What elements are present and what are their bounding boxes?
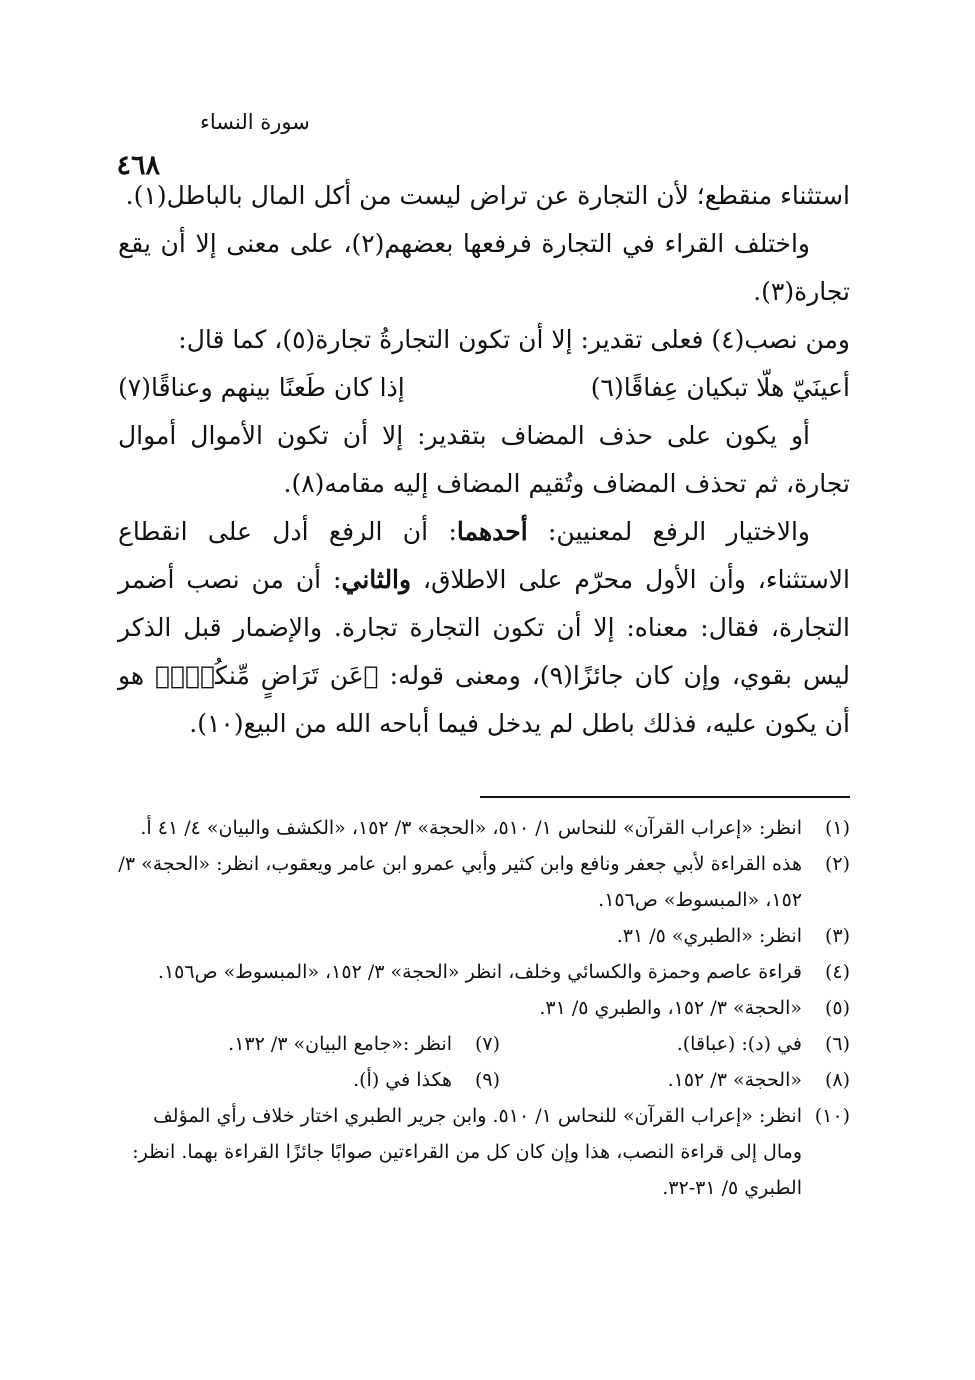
footnote	[110, 1098, 850, 1206]
main-text	[118, 172, 850, 748]
footnote-number: (١)	[824, 817, 850, 839]
footnote	[110, 954, 850, 990]
footnotes	[110, 810, 850, 1206]
footnote-number: (٣)	[824, 925, 850, 947]
footnote	[110, 846, 850, 918]
footnote-number: (٧)	[474, 1033, 500, 1055]
footnote-text: «الحجة» ٣/ ١٥٢.	[667, 1069, 802, 1091]
paragraph: أو يكون على حذف المضاف بتقدير: إلا أن تكون الأموال أموال تجارة، ثم تحذف المضاف وتُقيم المضاف إليه مقامه(٨).	[118, 421, 850, 498]
footnote-text: في (د): (عباقا).	[676, 1033, 802, 1055]
paragraph: استثناء منقطع؛ لأن التجارة عن تراض ليست من أكل المال بالباطل(١).	[125, 181, 850, 210]
bold-term: والثاني	[341, 565, 412, 594]
footnote-pair	[110, 1062, 850, 1098]
footnote-number: (٤)	[824, 961, 850, 983]
poetry-verse	[118, 364, 850, 412]
footnote	[150, 1026, 500, 1062]
verse-first-hemistich: أعينَيّ هلّا تبكيان عِفاقًا(٦)	[590, 373, 850, 402]
footnote-pair	[110, 1026, 850, 1062]
footnote-divider	[480, 796, 850, 798]
footnote	[150, 1062, 500, 1098]
text-run: والاختيار الرفع لمعنيين:	[527, 517, 810, 546]
footnote	[110, 918, 850, 954]
footnote-text: انظر: «إعراب القرآن» للنحاس ١/ ٥١٠، «الحجة» ٣/ ١٥٢، «الكشف والبيان» ٤/ ٤١ أ.	[140, 817, 802, 839]
footnote-text: هذه القراءة لأبي جعفر ونافع وابن كثير وأبي عمرو ابن عامر ويعقوب، انظر: «الحجة» ٣/ ١٥٢، «المبسوط» ص١٥٦.	[118, 853, 802, 911]
verse-second-hemistich: إذا كان طَعنًا بينهم وعناقًا(٧)	[118, 373, 405, 402]
footnote	[110, 990, 850, 1026]
footnote-text: «الحجة» ٣/ ١٥٢، والطبري ٥/ ٣١.	[539, 997, 802, 1019]
footnote-text: انظر: «إعراب القرآن» للنحاس ١/ ٥١٠. وابن جرير الطبري اختار خلاف رأي المؤلف ومال إلى قراءة النصب، هذا وإن كان كل من القراءتين صوابًا جائزًا القراءة بهما. انظر: الطبري ٥/ ٣١-٣٢.	[132, 1105, 802, 1199]
page-number: ٤٦٨	[116, 150, 160, 181]
footnote-number: (٨)	[824, 1069, 850, 1091]
footnote	[110, 810, 850, 846]
footnote	[500, 1062, 850, 1098]
paragraph: ومن نصب(٤) فعلى تقدير: إلا أن تكون التجارةُ تجارة(٥)، كما قال:	[178, 325, 850, 354]
bold-term: أحدهما	[456, 517, 528, 546]
footnote-number: (٦)	[824, 1033, 850, 1055]
paragraph	[118, 508, 850, 748]
footnote-text: انظر: «الطبري» ٥/ ٣١.	[616, 925, 802, 947]
running-title: سورة النساء	[200, 110, 310, 134]
footnote-text: هكذا في (أ).	[353, 1069, 452, 1091]
footnote-number: (٢)	[824, 853, 850, 875]
footnote-text: قراءة عاصم وحمزة والكسائي وخلف، انظر «الحجة» ٣/ ١٥٢، «المبسوط» ص١٥٦.	[157, 961, 802, 983]
text-run: : أن الرفع أدل على انقطاع الاستثناء، وأن الأول محرّم على الاطلاق،	[118, 517, 851, 594]
footnote	[500, 1026, 850, 1062]
footnote-number: (٥)	[824, 997, 850, 1019]
text-run: : أن من نصب أضمر التجارة، فقال: معناه: إلا أن تكون التجارة تجارة. والإضمار قبل الذكر ليس بقوي، وإن كان جائزًا(٩)، ومعنى قوله: ﴿عَن تَرَاضٍ مِّنكُمْۚ﴾ هو أن يكون عليه، فذلك باطل لم يدخل فيما أباحه الله من البيع(١٠).	[118, 565, 850, 738]
footnote-text: انظر :«جامع البيان» ٣/ ١٣٢.	[228, 1033, 452, 1055]
footnote-number: (١٠)	[814, 1105, 850, 1127]
footnote-number: (٩)	[474, 1069, 500, 1091]
paragraph: واختلف القراء في التجارة فرفعها بعضهم(٢)، على معنى إلا أن يقع تجارة(٣).	[118, 229, 850, 306]
